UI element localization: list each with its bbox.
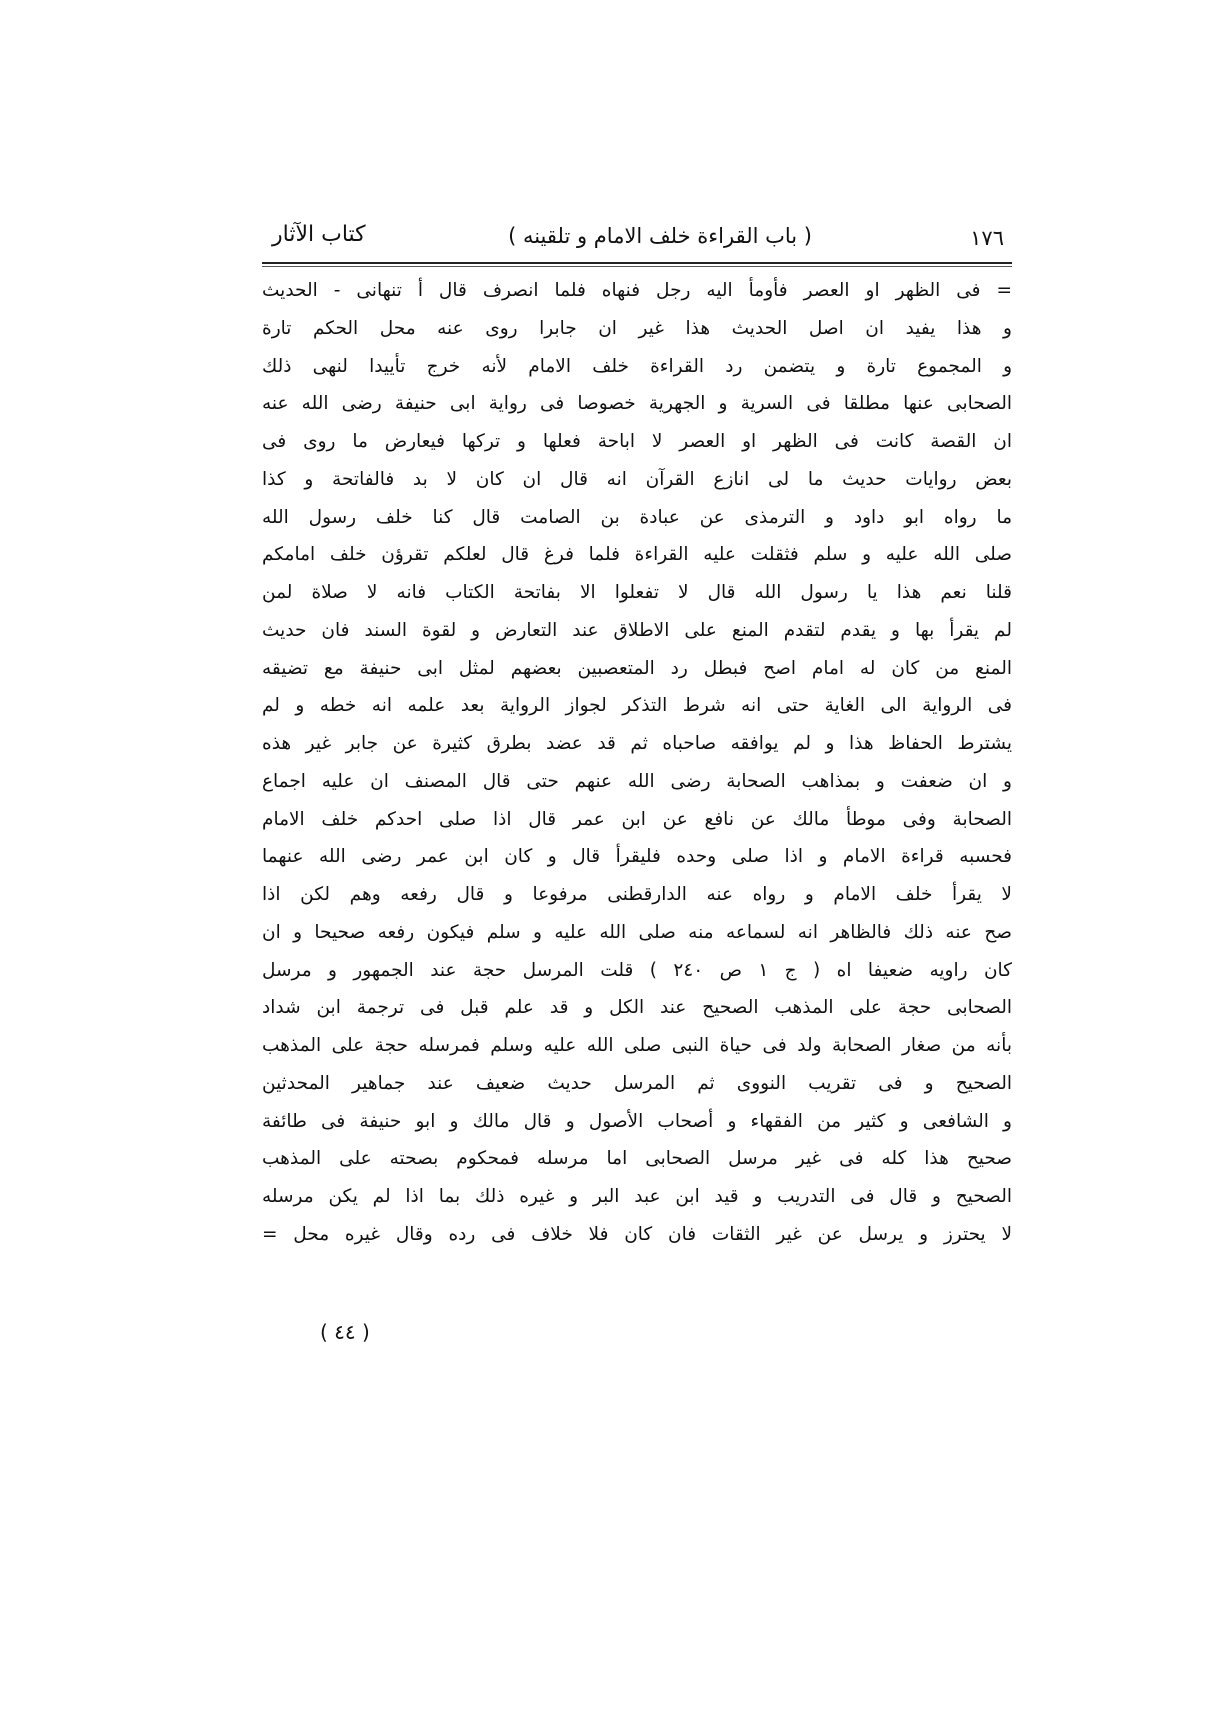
text-line: يشترط الحفاظ هذا و لم يوافقه صاحباه ثم قد عضد بطرق كثيرة عن جابر غير هذه — [262, 733, 1012, 754]
text-line: ما رواه ابو داود و الترمذى عن عبادة بن الصامت قال كنا خلف رسول الله — [262, 506, 1012, 528]
running-header — [262, 222, 1012, 258]
text-line: لم يقرأ بها و يقدم لتقدم المنع على الاطلاق عند التعارض و لقوة السند فان حديث — [262, 619, 1012, 641]
text-line: بأنه من صغار الصحابة ولد فى حياة النبى صلى الله عليه وسلم فمرسله حجة على المذهب — [262, 1035, 1012, 1056]
text-line: فى الرواية الى الغاية حتى انه شرط التذكر لجواز الرواية بعد علمه انه خطه و لم — [262, 695, 1012, 717]
text-line: الصحابى حجة على المذهب الصحيح عند الكل و قد علم قبل فى ترجمة ابن شداد — [262, 997, 1012, 1019]
text-line: المنع من كان له امام اصح فبطل رد المتعصبين بعضهم لمثل ابى حنيفة مع تضيقه — [262, 657, 1012, 679]
page-number: ١٧٦ — [970, 226, 1004, 250]
signature-mark: ( ٤٤ ) — [320, 1320, 370, 1344]
text-line: الصحابى عنها مطلقا فى السرية و الجهرية خصوصا فى رواية ابى حنيفة رضى الله عنه — [262, 393, 1012, 415]
text-line: الصحيح و فى تقريب النووى ثم المرسل حديث ضعيف عند جماهير المحدثين — [262, 1072, 1012, 1094]
text-line: لا يقرأ خلف الامام و رواه عنه الدارقطنى مرفوعا و قال رفعه وهم لكن اذا — [262, 884, 1012, 905]
text-line: و ان ضعفت و بمذاهب الصحابة رضى الله عنهم حتى قال المصنف ان عليه اجماع — [262, 770, 1012, 792]
text-line: فحسبه قراءة الامام و اذا صلى وحده فليقرأ قال و كان ابن عمر رضى الله عنهما — [262, 846, 1012, 868]
text-line: = فى الظهر او العصر فأومأ اليه رجل فنهاه فلما انصرف قال أ تنهانى - الحديث — [262, 280, 1012, 301]
text-line: و المجموع تارة و يتضمن رد القراءة خلف الامام لأنه خرج تأييدا لنهى ذلك — [262, 355, 1012, 377]
header-rule — [262, 262, 1012, 264]
text-line: الصحابة وفى موطأ مالك عن نافع عن ابن عمر قال اذا صلى احدكم خلف الامام — [262, 808, 1012, 830]
header-rule-thin — [262, 266, 1012, 267]
text-line: صح عنه ذلك فالظاهر انه لسماعه منه صلى الله عليه و سلم فيكون رفعه صحيحا و ان — [262, 921, 1012, 943]
book-title: كتاب الآثار — [272, 222, 366, 247]
text-line: و الشافعى و كثير من الفقهاء و أصحاب الأصول و قال مالك و ابو حنيفة فى طائفة — [262, 1110, 1012, 1132]
text-line: لا يحترز و يرسل عن غير الثقات فان كان فلا خلاف فى رده وقال غيره محل = — [262, 1223, 1012, 1245]
text-line: الصحيح و قال فى التدريب و قيد ابن عبد البر و غيره ذلك بما اذا لم يكن مرسله — [262, 1186, 1012, 1207]
text-line: صحيح هذا كله فى غير مرسل الصحابى اما مرسله فمحكوم بصحته على المذهب — [262, 1148, 1012, 1170]
text-line: ان القصة كانت فى الظهر او العصر لا اباحة فعلها و تركها فيعارض ما روى فى — [262, 431, 1012, 452]
text-line: بعض روايات حديث ما لى انازع القرآن انه قال ان كان لا بد فالفاتحة و كذا — [262, 468, 1012, 490]
text-line: صلى الله عليه و سلم فثقلت عليه القراءة فلما فرغ قال لعلكم تقرؤن خلف امامكم — [262, 544, 1012, 566]
body-text — [262, 272, 1012, 1254]
text-line: و هذا يفيد ان اصل الحديث هذا غير ان جابرا روى عنه محل الحكم تارة — [262, 317, 1012, 339]
text-line: قلنا نعم هذا يا رسول الله قال لا تفعلوا الا بفاتحة الكتاب فانه لا صلاة لمن — [262, 582, 1012, 603]
text-line: كان راويه ضعيفا اه ( ج ١ ص ٢٤٠ ) قلت المرسل حجة عند الجمهور و مرسل — [262, 959, 1012, 981]
chapter-title: ( باب القراءة خلف الامام و تلقينه ) — [508, 224, 812, 248]
